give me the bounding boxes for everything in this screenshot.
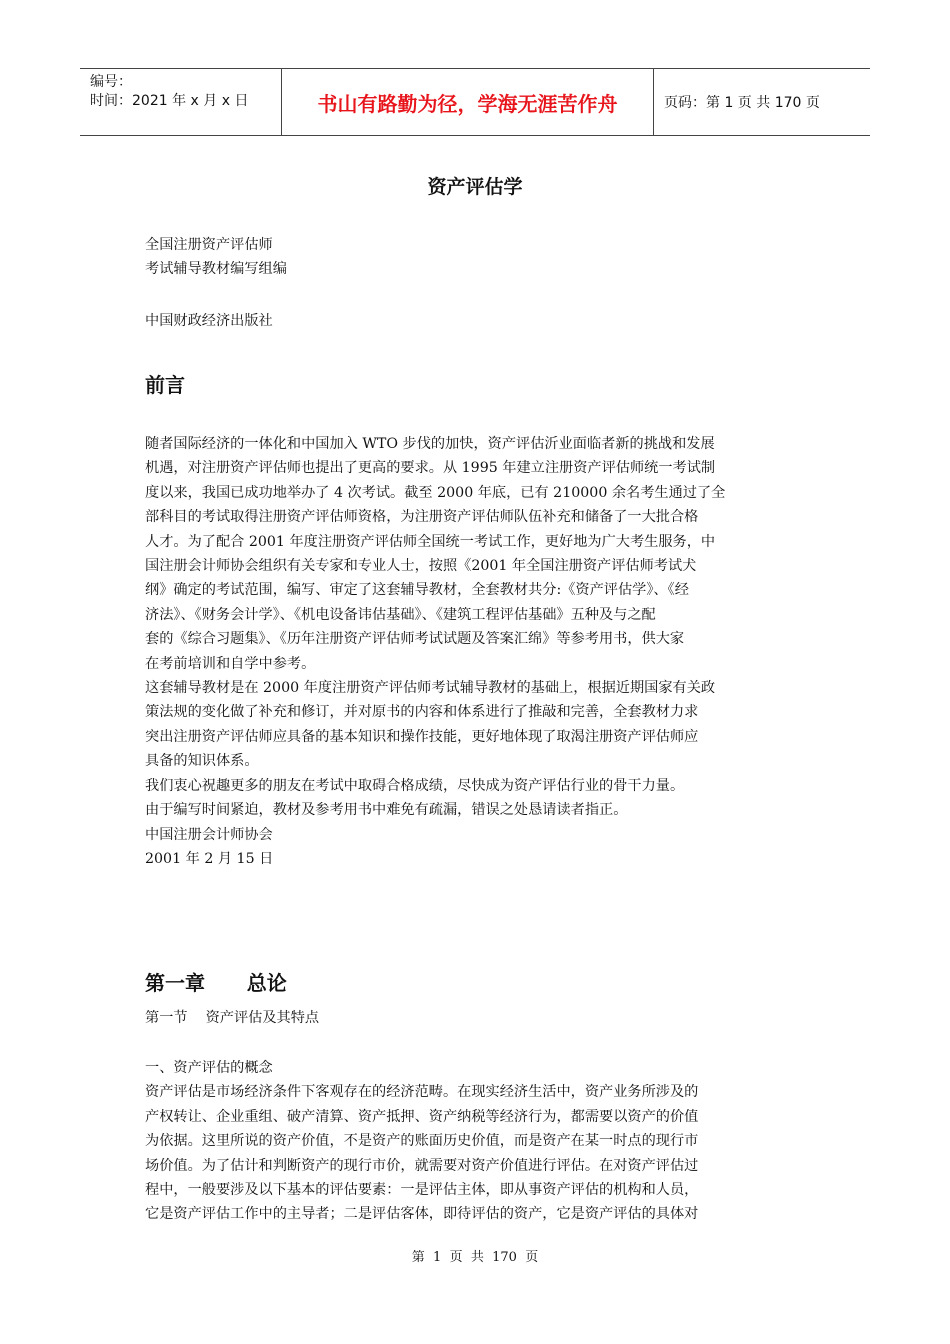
chapter-line: 为依据。这里所说的资产价值，不是资产的账面历史价值，而是资产在某一时点的现行市 xyxy=(145,1133,699,1150)
chapter-line: 它是资产评估工作中的主导者；二是评估客体，即待评估的资产，它是资产评估的具体对 xyxy=(145,1206,699,1223)
time-label: 时间：2021 年 x 月 x 日 xyxy=(90,93,249,109)
preface-line: 具备的知识体系。 xyxy=(145,753,259,770)
preface-line: 度以来，我国已成功地举办了 4 次考试。截至 2000 年底，已有 210000 余名考生通过了全 xyxy=(145,484,726,501)
header-page-info: 页码：第 1 页 共 170 页 xyxy=(664,95,820,111)
preface-line: 纲》确定的考试范围，编写、审定了这套辅导教材，全套教材共分:《资产评估学》、《经 xyxy=(145,582,689,599)
header-motto: 书山有路勤为径，学海无涯苦作舟 xyxy=(282,69,654,135)
preface-line: 我们衷心祝趣更多的朋友在考试中取碍合格成绩，尽快成为资产评估行业的骨干力量。 xyxy=(145,777,685,794)
preface-line: 这套辅导教材是在 2000 年度注册资产评估师考试辅导教材的基础上，根据近期国家有关政 xyxy=(145,680,716,697)
preface-line: 部科目的考试取得注册资产评估师资格，为注册资产评估师队伍补充和储备了一大批合格 xyxy=(145,509,699,526)
chapter-line: 场价值。为了估计和判断资产的现行市价，就需要对资产价值进行评估。在对资产评估过 xyxy=(145,1157,699,1174)
number-label: 编号： xyxy=(90,74,132,90)
preface-line: 由于编写时间紧迫，教材及参考用书中难免有疏漏，错误之处恳请读者指正。 xyxy=(145,802,628,819)
author-line: 考试辅导教材编写组编 xyxy=(145,261,287,278)
authors xyxy=(145,233,815,282)
header-meta xyxy=(80,69,282,135)
document-title: 资产评估学 xyxy=(427,176,523,198)
preface-line: 国注册会计师协会组织有关专家和专业人士，按照《2001 年全国注册资产评估师考试犬 xyxy=(145,558,697,575)
preface-line: 在考前培训和自学中参考。 xyxy=(145,655,316,672)
preface-line: 随者国际经济的一体化和中国加入 WTO 步伐的加快，资产评估沂业面临者新的挑战和发展 xyxy=(145,436,715,452)
header-table xyxy=(80,68,870,136)
preface-body xyxy=(145,432,815,871)
preface-line: 机遇，对注册资产评估师也提出了更高的要求。从 1995 年建立注册资产评估师统一考试制 xyxy=(145,460,716,477)
author-line: 全国注册资产评估师 xyxy=(145,237,273,253)
page-footer: 第 1 页 共 170 页 xyxy=(411,1250,539,1265)
subsection-heading: 一、资产评估的概念 xyxy=(145,1060,273,1076)
chapter-body xyxy=(145,1056,815,1227)
chapter-line: 程中，一般要涉及以下基本的评估要素：一是评估主体，即从事资产评估的机构和人员， xyxy=(145,1182,699,1199)
chapter-heading: 第一章 总论 xyxy=(145,971,287,995)
preface-line: 套的《综合习题集》、《历年注册资产评估师考试试题及答案汇绵》等参考用书，供大家 xyxy=(145,631,685,648)
preface-line: 策法规的变化做了补充和修订，并对原书的内容和体系进行了推敲和完善，全套教材力求 xyxy=(145,704,699,721)
preface-signature: 中国注册会计师协会 xyxy=(145,826,273,843)
preface-line: 人才。为了配合 2001 年度注册资产评估师全国统一考试工作，更好地为广大考生服务，中 xyxy=(145,533,716,550)
preface-heading: 前言 xyxy=(145,373,185,397)
preface-line: 济法》、《财务会计学》、《机电设备讳估基础》、《建筑工程评估基础》五种及与之配 xyxy=(145,606,656,623)
chapter-line: 产权转让、企业重组、破产清算、资产抵押、资产纳税等经济行为，都需要以资产的价值 xyxy=(145,1108,699,1125)
section-heading: 第一节 资产评估及其特点 xyxy=(145,1010,320,1026)
preface-line: 突出注册资产评估师应具备的基本知识和操作技能，更好地体现了取渴注册资产评估师应 xyxy=(145,728,699,745)
preface-date: 2001 年 2 月 15 日 xyxy=(145,850,274,867)
chapter-line: 资产评估是市场经济条件下客观存在的经济范畴。在现实经济生活中，资产业务所涉及的 xyxy=(145,1084,699,1101)
publisher: 中国财政经济出版社 xyxy=(145,313,273,329)
